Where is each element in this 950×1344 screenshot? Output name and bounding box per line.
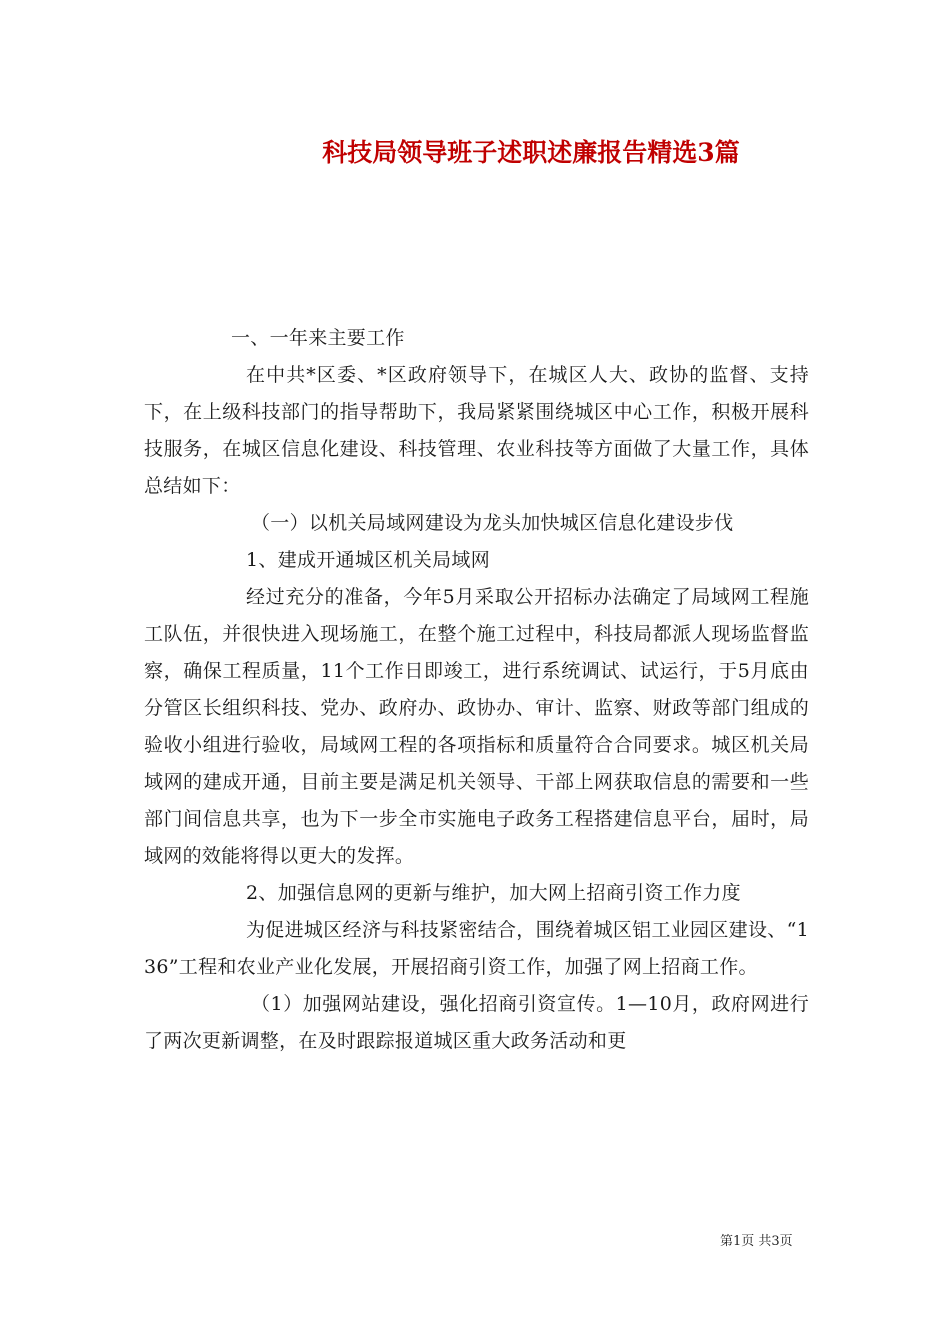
paragraph: （1）加强网站建设，强化招商引资宣传。1—10月，政府网进行了两次更新调整，在及时跟踪报道城区重大政务活动和更: [144, 993, 809, 1052]
section-heading: 一、一年来主要工作: [231, 327, 405, 349]
document-body: [144, 320, 809, 1060]
subsection-heading: （一）以机关局域网建设为龙头加快城区信息化建设步伐: [251, 512, 734, 534]
paragraph: 经过充分的准备，今年5月采取公开招标办法确定了局域网工程施工队伍，并很快进入现场施工，在整个施工过程中，科技局都派人现场监督监察，确保工程质量，11个工作日即竣工，进行系统调试、试运行，于5月底由分管区长组织科技、党办、政府办、政协办、审计、监察、财政等部门组成的验收小组进行验收，局域网工程的各项指标和质量符合合同要求。城区机关局域网的建成开通，目前主要是满足机关领导、干部上网获取信息的需要和一些部门间信息共享，也为下一步全市实施电子政务工程搭建信息平台，届时，局域网的效能将得以更大的发挥。: [144, 586, 809, 867]
paragraph: 在中共*区委、*区政府领导下，在城区人大、政协的监督、支持下，在上级科技部门的指导帮助下，我局紧紧围绕城区中心工作，积极开展科技服务，在城区信息化建设、科技管理、农业科技等方面做了大量工作，具体总结如下：: [144, 364, 809, 497]
item-heading: 1、建成开通城区机关局域网: [246, 549, 490, 571]
document-title: 科技局领导班子述职述廉报告精选3篇: [322, 138, 740, 167]
paragraph: 为促进城区经济与科技紧密结合，围绕着城区铝工业园区建设、“136”工程和农业产业化发展，开展招商引资工作，加强了网上招商工作。: [144, 919, 809, 978]
page-number-footer: 第1页 共3页: [720, 1234, 793, 1249]
item-heading: 2、加强信息网的更新与维护，加大网上招商引资工作力度: [246, 882, 741, 904]
